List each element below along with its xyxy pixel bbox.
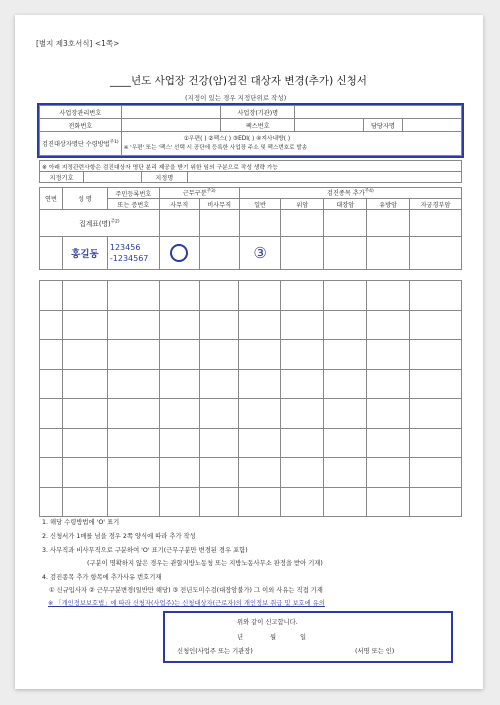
table-cell[interactable]	[40, 399, 63, 429]
split-note: ※ 아래 지정관련사항은 검진대상자 명단 분리 제공을 받기 위한 임의 구분으로 작성 생략 가능	[40, 161, 462, 172]
summary-cell[interactable]	[199, 210, 239, 237]
table-cell[interactable]	[410, 281, 462, 311]
table-cell[interactable]	[410, 458, 462, 488]
table-cell[interactable]	[40, 458, 63, 488]
sample-office-circle	[170, 244, 188, 262]
receive-options[interactable]: ①우편( ) ②팩스( ) ③EDI( ) ④지사내방( )	[183, 135, 291, 142]
month-label[interactable]: 월	[270, 634, 277, 641]
table-cell[interactable]	[159, 281, 199, 311]
sample-cervical-cell[interactable]	[410, 237, 462, 270]
table-cell[interactable]	[40, 487, 63, 517]
business-mgmt-no-label: 사업장관리번호	[40, 106, 122, 119]
sample-general-mark[interactable]: ③	[239, 237, 281, 270]
table-cell[interactable]	[107, 487, 159, 517]
table-cell[interactable]	[367, 399, 410, 429]
table-cell[interactable]	[40, 369, 63, 399]
table-cell[interactable]	[281, 458, 324, 488]
table-cell[interactable]	[62, 458, 107, 488]
table-cell[interactable]	[281, 340, 324, 370]
col-exam-sup: 주4)	[364, 189, 374, 195]
applicant-label: 신청인(사업주 또는 기관장)	[177, 648, 253, 655]
table-cell[interactable]	[410, 369, 462, 399]
summary-text: 집계표(명)	[79, 220, 111, 228]
sample-nonoffice-cell[interactable]	[199, 237, 239, 270]
signature-box	[163, 611, 453, 663]
table-cell[interactable]	[199, 369, 239, 399]
col-exam-add	[239, 188, 461, 199]
note-2: 2. 신청서가 1매를 넘을 경우 2쪽 양식에 따라 추가 작성	[42, 533, 196, 540]
receive-method-text: 검진대상자명단 수령방법	[42, 141, 110, 149]
col-office: 사무직	[159, 199, 199, 210]
table-cell[interactable]	[159, 428, 199, 458]
table-cell[interactable]	[159, 399, 199, 429]
table-cell[interactable]	[367, 487, 410, 517]
summary-cell[interactable]	[281, 210, 324, 237]
table-cell[interactable]	[107, 399, 159, 429]
table-cell[interactable]	[239, 310, 281, 340]
table-cell[interactable]	[199, 487, 239, 517]
col-work-type	[159, 188, 239, 199]
table-row	[40, 281, 462, 311]
year-label[interactable]: 년	[237, 634, 244, 641]
receive-options-cell[interactable]	[121, 132, 461, 156]
phone-field[interactable]	[121, 119, 220, 132]
table-cell[interactable]	[199, 428, 239, 458]
table-cell[interactable]	[62, 399, 107, 429]
note-4: 4. 검진종목 추가 항목에 추가사유 번호기재	[42, 574, 162, 581]
table-cell[interactable]	[40, 310, 63, 340]
phone-label: 전화번호	[40, 119, 122, 132]
form-number: [별지 제3호서식] <1쪽>	[36, 39, 120, 48]
table-cell[interactable]	[367, 281, 410, 311]
table-cell[interactable]	[410, 399, 462, 429]
table-cell[interactable]	[324, 399, 367, 429]
summary-cell[interactable]	[159, 210, 199, 237]
table-cell[interactable]	[367, 369, 410, 399]
designation-table	[39, 160, 462, 183]
summary-cell[interactable]	[367, 210, 410, 237]
table-cell[interactable]	[62, 310, 107, 340]
table-cell[interactable]	[367, 458, 410, 488]
table-cell[interactable]	[199, 281, 239, 311]
table-cell[interactable]	[239, 369, 281, 399]
table-cell[interactable]	[107, 369, 159, 399]
privacy-warning: ※ 「개인정보보호법」에 따라 신청자(사업주)는 신청대상자(근로자)의 개인정보 취급 및 보호에 유의	[48, 600, 325, 607]
col-cervical: 자궁경부암	[410, 199, 462, 210]
sample-row	[40, 237, 462, 270]
table-cell[interactable]	[239, 281, 281, 311]
col-rrn: 주민등록번호	[107, 188, 159, 199]
business-name-label: 사업장(기관)명	[221, 106, 295, 119]
table-cell[interactable]	[324, 487, 367, 517]
table-cell[interactable]	[324, 458, 367, 488]
table-cell[interactable]	[410, 487, 462, 517]
table-cell[interactable]	[40, 428, 63, 458]
table-cell[interactable]	[62, 369, 107, 399]
sample-breast-cell[interactable]	[367, 237, 410, 270]
col-work-sup: 주3)	[206, 189, 216, 195]
receive-note: ※ '우편' 또는 '팩스' 선택 시 공단에 등록한 사업장 주소 및 팩스번호로 발송	[123, 144, 308, 151]
col-breast: 유방암	[367, 199, 410, 210]
table-row	[40, 399, 462, 429]
sample-rrn-part2: -1234567	[109, 254, 149, 263]
table-cell[interactable]	[199, 310, 239, 340]
fax-field[interactable]	[295, 119, 363, 132]
sample-colon-cell[interactable]	[324, 237, 367, 270]
table-cell[interactable]	[281, 369, 324, 399]
table-cell[interactable]	[40, 340, 63, 370]
table-row	[40, 428, 462, 458]
table-cell[interactable]	[239, 399, 281, 429]
table-cell[interactable]	[107, 428, 159, 458]
receive-method-sup: 주1)	[109, 139, 119, 145]
table-cell[interactable]	[367, 310, 410, 340]
note-3: 3. 사무직과 비사무직으로 구분하여 'O' 표기(근무구분만 변경된 경우 포함)	[42, 547, 248, 554]
table-cell[interactable]	[239, 428, 281, 458]
note-4b: ① 신규입사자 ② 근무구분변경(일반만 해당) ③ 전년도미수검(대장암불가) 그 이외 사유는 직접 기재	[49, 587, 323, 594]
summary-cell[interactable]	[239, 210, 281, 237]
table-cell[interactable]	[107, 340, 159, 370]
table-cell[interactable]	[159, 369, 199, 399]
table-cell[interactable]	[281, 487, 324, 517]
table-cell[interactable]	[159, 340, 199, 370]
table-row	[40, 340, 462, 370]
table-cell[interactable]	[62, 487, 107, 517]
sample-rrn[interactable]	[107, 237, 159, 270]
table-cell[interactable]	[239, 458, 281, 488]
table-cell[interactable]	[324, 310, 367, 340]
sample-office-cell[interactable]	[159, 237, 199, 270]
table-cell[interactable]	[367, 340, 410, 370]
table-cell[interactable]	[159, 487, 199, 517]
table-cell[interactable]	[159, 458, 199, 488]
table-cell[interactable]	[107, 458, 159, 488]
designation-code-field[interactable]	[83, 172, 141, 183]
table-cell[interactable]	[281, 281, 324, 311]
table-cell[interactable]	[107, 310, 159, 340]
col-nonoffice: 비사무직	[199, 199, 239, 210]
note-1: 1. 해당 수령방법에 'O' 표기	[42, 519, 120, 526]
col-work-text: 근무구분	[182, 190, 207, 198]
table-cell[interactable]	[199, 340, 239, 370]
table-row	[40, 487, 462, 517]
table-cell[interactable]	[159, 310, 199, 340]
table-cell[interactable]	[324, 428, 367, 458]
table-cell[interactable]	[281, 310, 324, 340]
table-cell[interactable]	[62, 340, 107, 370]
designation-name-field[interactable]	[187, 172, 461, 183]
fax-label: 팩스번호	[221, 119, 295, 132]
summary-label	[40, 210, 160, 237]
table-row	[40, 369, 462, 399]
signature-field[interactable]: (서명 또는 인)	[355, 648, 395, 655]
col-general: 일반	[239, 199, 281, 210]
col-rrn-2: 또는 증번호	[107, 199, 159, 210]
business-name-field[interactable]	[295, 106, 462, 119]
sample-stomach-cell[interactable]	[281, 237, 324, 270]
table-cell[interactable]	[324, 281, 367, 311]
declaration-text: 위와 같이 신고합니다.	[237, 619, 298, 626]
designation-name-label: 지정명	[141, 172, 187, 183]
table-cell[interactable]	[107, 281, 159, 311]
table-cell[interactable]	[281, 399, 324, 429]
table-cell[interactable]	[410, 310, 462, 340]
day-label[interactable]: 일	[300, 634, 307, 641]
sample-name[interactable]: 홍길동	[62, 237, 107, 270]
employee-table	[39, 187, 462, 270]
table-cell[interactable]	[410, 428, 462, 458]
table-cell[interactable]	[324, 340, 367, 370]
sample-rrn-part1: 123456	[109, 243, 141, 252]
manager-label: 담당자명	[363, 119, 402, 132]
table-cell[interactable]	[239, 340, 281, 370]
manager-field[interactable]	[403, 119, 462, 132]
table-cell[interactable]	[239, 487, 281, 517]
form-sheet	[15, 15, 483, 689]
col-name: 성 명	[62, 188, 107, 210]
table-cell[interactable]	[40, 281, 63, 311]
receive-method-label	[40, 132, 122, 156]
col-exam-text: 검진종목 추가	[326, 190, 365, 198]
table-cell[interactable]	[410, 340, 462, 370]
summary-cell[interactable]	[324, 210, 367, 237]
table-cell[interactable]	[62, 428, 107, 458]
empty-rows-table	[39, 280, 462, 517]
col-stomach: 위암	[281, 199, 324, 210]
designation-code-label: 지정기호	[40, 172, 84, 183]
business-mgmt-no-field[interactable]	[121, 106, 220, 119]
page-subtitle: (지정이 있는 경우 지정단위로 작성)	[185, 94, 287, 102]
table-cell[interactable]	[367, 428, 410, 458]
summary-sup: 주2)	[110, 219, 120, 225]
table-cell[interactable]	[199, 399, 239, 429]
col-colon: 대장암	[324, 199, 367, 210]
table-cell[interactable]	[281, 428, 324, 458]
note-3b: (구분이 명확하지 않은 경우는 관할지방노동청 또는 지방노동사무소 판정을 받아 기재)	[87, 560, 323, 567]
summary-cell[interactable]	[410, 210, 462, 237]
table-cell[interactable]	[199, 458, 239, 488]
sample-seq[interactable]	[40, 237, 63, 270]
table-row	[40, 310, 462, 340]
table-cell[interactable]	[324, 369, 367, 399]
table-row	[40, 458, 462, 488]
col-seq: 연번	[40, 188, 63, 210]
table-cell[interactable]	[62, 281, 107, 311]
page-title: ____년도 사업장 건강(암)검진 대상자 변경(추가) 신청서	[110, 75, 367, 87]
business-info-table	[39, 105, 462, 156]
